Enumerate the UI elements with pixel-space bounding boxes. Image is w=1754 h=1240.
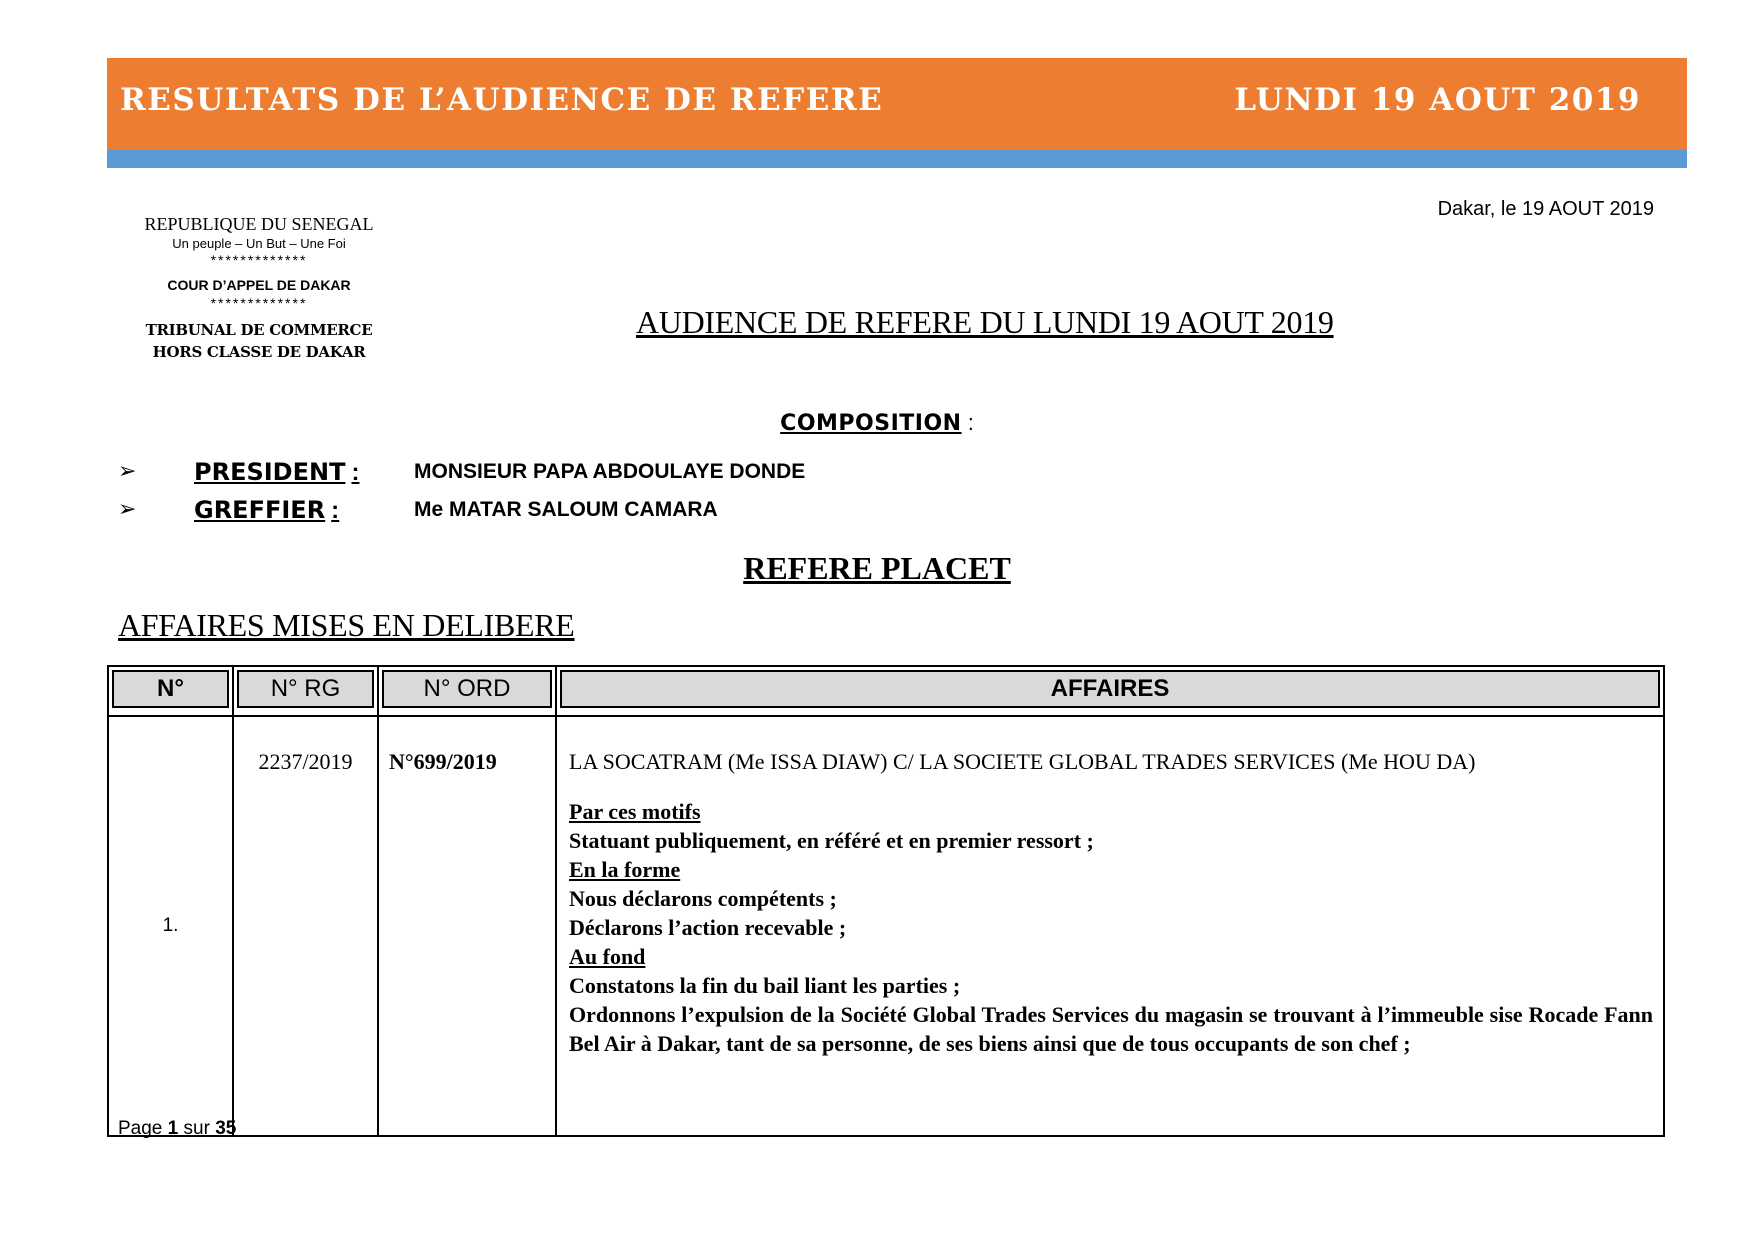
table-header-row [108,666,1664,716]
header-stripe [107,150,1687,168]
member-greffier [118,496,1018,526]
letterhead-motto: Un peuple – Un But – Une Foi [172,235,346,251]
subtitle: REFERE PLACET [743,550,1011,586]
header-rg-label: N° RG [237,670,374,708]
footer-prefix: Page [118,1118,168,1139]
cell-num: 1. [108,716,233,1136]
member-role [194,496,339,525]
cell-ord: N°699/2019 [378,716,556,1136]
member-role-label: PRESIDENT [194,458,346,486]
ruling-line: Constatons la fin du bail liant les parties ; [569,973,961,998]
ruling-line: En la forme [569,857,681,882]
banner-title: RESULTATS DE L’AUDIENCE DE REFERE [120,82,884,118]
cell-affaires [556,716,1664,1136]
document-date: Dakar, le 19 AOUT 2019 [1437,198,1654,220]
letterhead-tribunal-line1: TRIBUNAL DE COMMERCE [145,320,373,339]
section-title: AFFAIRES MISES EN DELIBERE [118,607,575,643]
letterhead-stars-2: ************* [210,294,308,311]
member-role [194,458,359,487]
ruling-line: Statuant publiquement, en référé et en premier ressort ; [569,828,1094,853]
member-colon: : [351,459,360,486]
header-ord-label: N° ORD [382,670,552,708]
page-footer [118,1118,236,1140]
letterhead-country: REPUBLIQUE DU SENEGAL [144,214,374,234]
footer-total-pages: 35 [215,1118,237,1139]
footer-current-page: 1 [167,1118,179,1139]
member-president [118,458,1018,488]
page-title: AUDIENCE DE REFERE DU LUNDI 19 AOUT 2019 [636,304,1334,340]
member-role-label: GREFFIER [194,496,326,524]
member-name: MONSIEUR PAPA ABDOULAYE DONDE [414,460,806,483]
letterhead-tribunal-line2: HORS CLASSE DE DAKAR [152,342,366,361]
header-num-label: N° [112,670,229,708]
member-colon: : [331,497,340,524]
composition-heading [0,410,1754,436]
member-name: Me MATAR SALOUM CAMARA [414,498,718,521]
header-ord [378,666,556,716]
header-affaires-label: AFFAIRES [560,670,1660,708]
banner-date: LUNDI 19 AOUT 2019 [1234,82,1641,118]
cell-rg: 2237/2019 [233,716,378,1136]
letterhead-court: COUR D’APPEL DE DAKAR [167,277,351,294]
ruling-line: Au fond [569,944,646,969]
arrow-bullet-icon: ➢ [118,496,137,521]
affaires-table [107,665,1665,1137]
letterhead-stars: ************* [210,252,308,269]
case-parties: LA SOCATRAM (Me ISSA DIAW) C/ LA SOCIETE GLOBAL TRADES SERVICES (Me HOU DA) [569,749,1476,774]
composition-label: COMPOSITION [780,411,962,436]
arrow-bullet-icon: ➢ [118,458,137,483]
table-row [108,716,1664,1136]
ruling-line: Déclarons l’action recevable ; [569,915,847,940]
header-rg [233,666,378,716]
ruling-line: Par ces motifs [569,799,701,824]
ruling-line: Ordonnons l’expulsion de la Société Global Trades Services du magasin se trouvant à l’immeuble sise Rocade Fann Bel Air à Dakar, tant de sa personne, de ses biens ainsi que de tous occupants de son chef ; [569,1002,1653,1056]
composition-colon: : [961,410,974,435]
letterhead [120,214,398,363]
ruling-line: Nous déclarons compétents ; [569,886,837,911]
header-num [108,666,233,716]
footer-middle: sur [178,1118,216,1139]
header-affaires [556,666,1664,716]
letterhead-tribunal [120,320,398,364]
